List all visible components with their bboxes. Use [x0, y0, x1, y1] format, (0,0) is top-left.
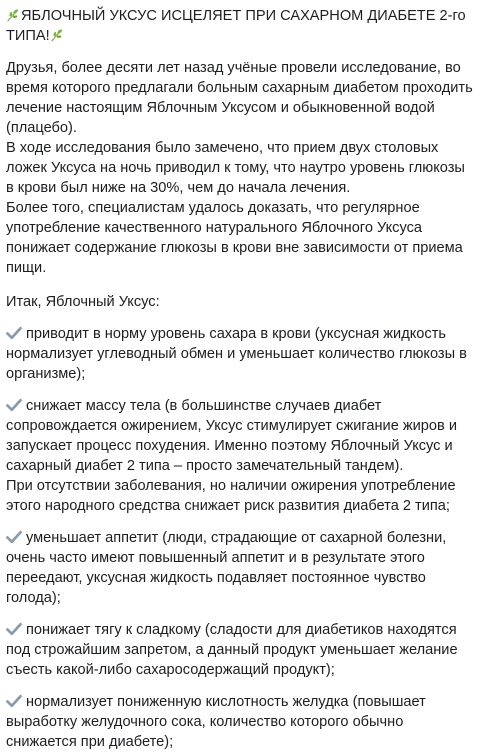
post-title [6, 6, 474, 46]
check-mark-icon [6, 530, 22, 544]
list-item-text: снижает массу тела (в большинстве случаев диабет сопровождается ожирением, Уксус стимулирует сжигание жиров и запускает процесс похудения. Именно поэтому Яблочный Уксус и сахарный диабет 2 типа – просто замечательный тандем). [6, 398, 457, 474]
list-item [6, 620, 474, 680]
intro-paragraph-1: Друзья, более десяти лет назад учёные провели исследование, во время которого предлагали больным сахарным диабетом проходить лечение настоящим Яблочным Уксусом и обыкновенной водой (плацебо). [6, 60, 473, 136]
intro-paragraph-2: В ходе исследования было замечено, что прием двух столовых ложек Уксуса на ночь приводил к тому, что наутро уровень глюкозы в крови был ниже на 30%, чем до начала лечения. [6, 140, 465, 196]
list-item-extra: При отсутствии заболевания, но наличии ожирения употребление этого народного средства снижает риск развития диабета 2 типа; [6, 478, 456, 514]
herb-icon [6, 8, 20, 22]
list-lead: Итак, Яблочный Уксус: [6, 294, 160, 310]
spacer [6, 278, 474, 292]
check-mark-icon [6, 326, 22, 340]
list-item-text: уменьшает аппетит (люди, страдающие от сахарной болезни, очень часто имеют повышенный аппетит и в результате этого переедают, уксусная жидкость подавляет постоянное чувство голода); [6, 530, 447, 606]
list-item-text: приводит в норму уровень сахара в крови (уксусная жидкость нормализует углеводный обмен и уменьшает количество глюкозы в организме); [6, 326, 467, 382]
post-title-text: ЯБЛОЧНЫЙ УКСУС ИСЦЕЛЯЕТ ПРИ САХАРНОМ ДИАБЕТЕ 2-го ТИПА! [6, 8, 466, 44]
check-mark-icon [6, 622, 22, 636]
list-item-text: понижает тягу к сладкому (сладости для диабетиков находятся под строжайшим запретом, а данный продукт уменьшает желание съесть какой-либо сахаросодержащий продукт); [6, 622, 458, 678]
list-item [6, 324, 474, 384]
list-item [6, 528, 474, 608]
intro-paragraph-3: Более того, специалистам удалось доказать, что регулярное употребление качественного натурального Яблочного Уксуса понижает содержание глюкозы в крови вне зависимости от приема пищи. [6, 200, 463, 276]
check-mark-icon [6, 398, 22, 412]
check-mark-icon [6, 694, 22, 708]
list-item [6, 396, 474, 516]
list-item [6, 692, 474, 752]
herb-icon-end [50, 28, 64, 42]
list-item-text: нормализует пониженную кислотность желудка (повышает выработку желудочного сока, количество которого обычно снижается при диабете); [6, 694, 426, 750]
